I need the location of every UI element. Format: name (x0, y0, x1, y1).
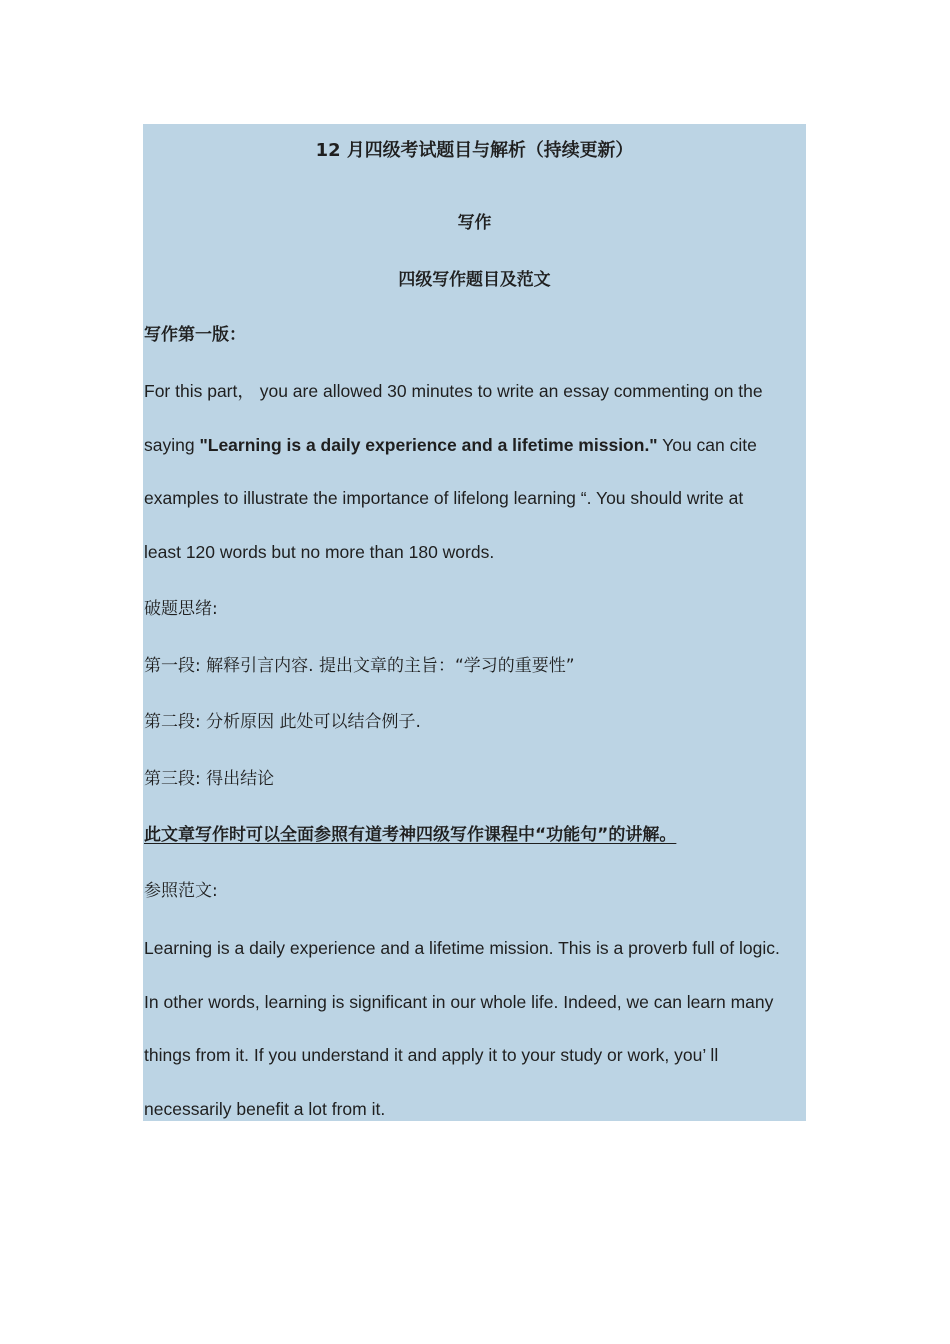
prompt-quote: "Learning is a daily experience and a lifetime mission." (199, 435, 658, 455)
sample-line-2: In other words, learning is significant in our whole life. Indeed, we can learn many (144, 992, 774, 1012)
sample-line-1: Learning is a daily experience and a lifetime mission. This is a proverb full of logic. (144, 938, 780, 958)
sample-line-4: necessarily benefit a lot from it. (144, 1099, 386, 1119)
paragraph-2-plan: 第二段: 分析原因 此处可以结合例子. (144, 712, 421, 732)
analysis-heading: 破题思绪: (144, 599, 218, 619)
document-panel (143, 124, 806, 1121)
subsection-heading: 四级写作题目及范文 (398, 269, 551, 289)
prompt-line-2-start: saying (144, 435, 200, 455)
version-heading: 写作第一版： (144, 325, 246, 345)
sample-line-3: things from it. If you understand it and apply it to your study or work, you’ ll (144, 1045, 719, 1065)
prompt-line-1: For this part， you are allowed 30 minutes to write an essay commenting on the (144, 381, 763, 401)
course-note: 此文章写作时可以全面参照有道考神四级写作课程中“功能句”的讲解。 (144, 825, 677, 845)
paragraph-3-plan: 第三段: 得出结论 (144, 769, 275, 789)
document-title: 12 月四级考试题目与解析（持续更新） (315, 140, 634, 161)
section-heading: 写作 (457, 212, 492, 232)
sample-heading: 参照范文: (144, 881, 218, 901)
prompt-line-3: examples to illustrate the importance of lifelong learning “. You should write at (144, 488, 744, 508)
prompt-line-2 (144, 433, 757, 457)
prompt-line-4: least 120 words but no more than 180 words. (144, 542, 495, 562)
prompt-line-2-end: You can cite (657, 435, 757, 455)
paragraph-1-plan: 第一段: 解释引言内容. 提出文章的主旨：“学习的重要性” (144, 656, 575, 676)
